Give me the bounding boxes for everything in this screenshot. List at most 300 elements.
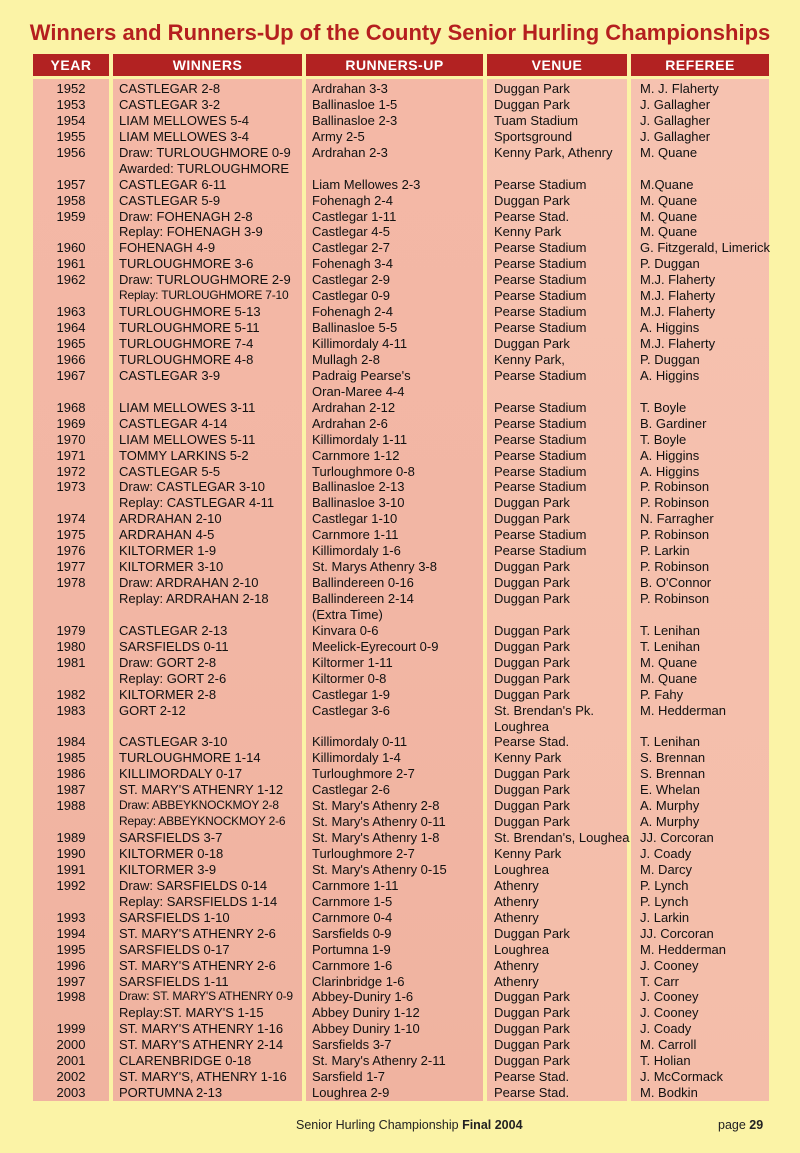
year-cell: 1984 <box>56 734 86 750</box>
runners-up-cell: Ballinasloe 2-13 <box>312 479 405 495</box>
winners-cell: KILLIMORDALY 0-17 <box>119 766 243 782</box>
referee-cell: P. Larkin <box>640 543 690 559</box>
footer-text <box>296 1118 523 1132</box>
runners-up-cell: St. Mary's Athenry 2-8 <box>312 798 440 814</box>
table-row <box>0 814 800 830</box>
year-cell: 2002 <box>56 1069 86 1085</box>
year-cell: 1968 <box>56 399 86 415</box>
year-cell: 1986 <box>56 766 86 782</box>
runners-up-cell: St. Mary's Athenry 1-8 <box>312 830 440 846</box>
venue-cell: Duggan Park <box>494 511 570 527</box>
runners-up-cell: (Extra Time) <box>312 606 383 622</box>
runners-up-cell: Turloughmore 2-7 <box>312 766 415 782</box>
runners-up-cell: Ballindereen 0-16 <box>312 575 414 591</box>
table-row <box>0 240 800 256</box>
winners-cell: CASTLEGAR 3-10 <box>119 734 228 750</box>
year-cell: 1962 <box>56 272 86 288</box>
referee-cell: M.J. Flaherty <box>640 304 716 320</box>
referee-cell: B. O'Connor <box>640 575 712 591</box>
year-cell: 1959 <box>56 208 86 224</box>
table-row <box>0 400 800 416</box>
winners-cell: ARDRAHAN 4-5 <box>119 527 215 543</box>
winners-cell: ST. MARY'S ATHENRY 2-6 <box>119 957 276 973</box>
table-row <box>0 336 800 352</box>
runners-up-cell: St. Mary's Athenry 0-15 <box>312 861 447 877</box>
footer-label: Senior Hurling Championship <box>296 1118 459 1132</box>
referee-cell: M. Quane <box>640 224 698 240</box>
winners-cell: TURLOUGHMORE 5-13 <box>119 304 261 320</box>
winners-cell: ST. MARY'S ATHENRY 2-14 <box>119 1037 284 1053</box>
header-year: YEAR <box>33 54 109 76</box>
runners-up-cell: Killimordaly 1-6 <box>312 543 401 559</box>
table-row <box>0 750 800 766</box>
referee-cell: P. Lynch <box>640 893 689 909</box>
year-cell: 1999 <box>56 1021 86 1037</box>
referee-cell: T. Lenihan <box>640 622 700 638</box>
winners-cell: CASTLEGAR 5-9 <box>119 192 221 208</box>
venue-cell: Kenny Park <box>494 846 562 861</box>
runners-up-cell: Abbey Duniry 1-12 <box>312 1005 420 1021</box>
year-cell: 1982 <box>56 686 86 702</box>
year-cell: 1988 <box>56 798 86 814</box>
winners-cell: TOMMY LARKINS 5-2 <box>119 447 249 463</box>
runners-up-cell: Ardrahan 2-6 <box>312 415 388 431</box>
year-cell: 1971 <box>56 447 86 463</box>
table-row <box>0 942 800 958</box>
table-row <box>0 145 800 161</box>
referee-cell: P. Robinson <box>640 559 710 575</box>
year-cell: 2000 <box>56 1037 86 1053</box>
venue-cell: Sportsground <box>494 128 573 144</box>
referee-cell: M.J. Flaherty <box>640 336 716 351</box>
venue-cell: Pearse Stadium <box>494 415 587 431</box>
referee-cell: N. Farragher <box>640 511 714 527</box>
runners-up-cell: Kinvara 0-6 <box>312 622 379 638</box>
runners-up-cell: St. Marys Athenry 3-8 <box>312 559 437 575</box>
year-cell: 1967 <box>56 367 86 383</box>
venue-cell: Tuam Stadium <box>494 112 579 128</box>
title-part-2: County Senior Hurling Championships <box>365 20 771 45</box>
table-row <box>0 687 800 703</box>
table-row <box>0 272 800 288</box>
runners-up-cell: Castlegar 0-9 <box>312 288 391 304</box>
table-row <box>0 1037 800 1053</box>
winners-cell: SARSFIELDS 0-11 <box>119 638 229 654</box>
winners-cell: CLARENBRIDGE 0-18 <box>119 1053 252 1069</box>
header-venue: VENUE <box>487 54 627 76</box>
table-row <box>0 591 800 607</box>
year-cell: 1976 <box>56 543 86 559</box>
table-row <box>0 81 800 97</box>
header-referee: REFEREE <box>631 54 769 76</box>
year-cell: 1975 <box>56 527 86 543</box>
venue-cell: Duggan Park <box>494 336 570 351</box>
referee-cell: J. Larkin <box>640 909 690 925</box>
runners-up-cell: Turloughmore 0-8 <box>312 463 415 479</box>
winners-cell: KILTORMER 1-9 <box>119 543 217 559</box>
referee-cell: P. Lynch <box>640 877 689 893</box>
venue-cell: Pearse Stad. <box>494 1069 570 1085</box>
year-cell: 1996 <box>56 957 86 973</box>
table-row <box>0 479 800 495</box>
table-row <box>0 416 800 432</box>
referee-cell: A. Higgins <box>640 367 700 383</box>
winners-cell: TURLOUGHMORE 4-8 <box>119 351 254 367</box>
referee-cell: J. Coady <box>640 1021 692 1037</box>
venue-cell: Pearse Stadium <box>494 176 587 192</box>
year-cell: 1957 <box>56 176 86 192</box>
runners-up-cell: Ballindereen 2-14 <box>312 591 414 606</box>
venue-cell: Duggan Park <box>494 925 570 941</box>
venue-cell: Loughrea <box>494 718 549 734</box>
table-row <box>0 703 800 719</box>
runners-up-cell: Meelick-Eyrecourt 0-9 <box>312 638 439 654</box>
referee-cell: M. Hedderman <box>640 941 726 957</box>
runners-up-cell: Clarinbridge 1-6 <box>312 973 405 989</box>
winners-cell: LIAM MELLOWES 3-4 <box>119 128 250 144</box>
year-cell: 1965 <box>56 336 86 351</box>
table-row <box>0 862 800 878</box>
table-row <box>0 495 800 511</box>
runners-up-cell: Oran-Maree 4-4 <box>312 383 405 399</box>
venue-cell: Pearse Stadium <box>494 399 587 415</box>
winners-cell: LIAM MELLOWES 3-11 <box>119 399 256 415</box>
winners-cell: TURLOUGHMORE 7-4 <box>119 336 254 351</box>
winners-cell: PORTUMNA 2-13 <box>119 1085 223 1101</box>
venue-cell: Athenry <box>494 877 539 893</box>
venue-cell: Duggan Park <box>494 1005 570 1021</box>
runners-up-cell: Turloughmore 2-7 <box>312 846 415 861</box>
year-cell: 1981 <box>56 654 86 670</box>
runners-up-cell: Carnmore 1-11 <box>312 877 399 893</box>
referee-cell: T. Boyle <box>640 399 687 415</box>
runners-up-cell: Castlegar 4-5 <box>312 224 391 240</box>
winners-cell: CASTLEGAR 2-8 <box>119 81 221 96</box>
winners-cell: Replay:ST. MARY'S 1-15 <box>119 1005 264 1021</box>
referee-cell: M. Quane <box>640 144 698 160</box>
winners-cell: CASTLEGAR 6-11 <box>119 176 227 192</box>
table-row <box>0 782 800 798</box>
table-row <box>0 607 800 623</box>
venue-cell: Pearse Stadium <box>494 527 587 543</box>
table-body <box>0 81 800 1101</box>
year-cell: 1972 <box>56 463 86 479</box>
year-cell: 1977 <box>56 559 86 575</box>
page-number-value: 29 <box>749 1118 764 1132</box>
table-row <box>0 129 800 145</box>
table-row <box>0 1005 800 1021</box>
winners-cell: SARSFIELDS 0-17 <box>119 941 230 957</box>
runners-up-cell: Killimordaly 1-4 <box>312 750 401 766</box>
table-row <box>0 623 800 639</box>
venue-cell: Athenry <box>494 973 539 989</box>
year-cell: 2001 <box>56 1053 86 1069</box>
runners-up-cell: Castlegar 3-6 <box>312 702 391 718</box>
runners-up-cell: Fohenagh 2-4 <box>312 304 393 320</box>
year-cell: 1964 <box>56 320 86 336</box>
referee-cell: M. Hedderman <box>640 702 726 718</box>
year-cell: 1954 <box>56 112 86 128</box>
year-cell: 1991 <box>56 861 86 877</box>
venue-cell: Duggan Park <box>494 766 570 782</box>
runners-up-cell: Ballinasloe 3-10 <box>312 495 405 511</box>
runners-up-cell: Carnmore 1-12 <box>312 447 400 463</box>
table-row <box>0 639 800 655</box>
winners-cell: Replay: FOHENAGH 3-9 <box>119 224 263 240</box>
venue-cell: Pearse Stad. <box>494 1085 570 1101</box>
table-row <box>0 432 800 448</box>
referee-cell: T. Holian <box>640 1053 691 1069</box>
winners-cell: GORT 2-12 <box>119 702 186 718</box>
table-row <box>0 177 800 193</box>
runners-up-cell: Carnmore 1-6 <box>312 957 393 973</box>
table-row <box>0 575 800 591</box>
table-row <box>0 320 800 336</box>
winners-cell: TURLOUGHMORE 1-14 <box>119 750 261 766</box>
title-part-1: Winners and Runners-Up of the <box>29 20 360 45</box>
year-cell: 1993 <box>56 909 86 925</box>
venue-cell: Duggan Park <box>494 559 570 575</box>
winners-cell: LIAM MELLOWES 5-11 <box>119 431 256 447</box>
year-cell: 1987 <box>56 782 86 798</box>
winners-cell: Draw: ARDRAHAN 2-10 <box>119 575 259 591</box>
winners-cell: Draw: GORT 2-8 <box>119 654 217 670</box>
table-row <box>0 559 800 575</box>
winners-cell: Replay: ARDRAHAN 2-18 <box>119 591 269 606</box>
runners-up-cell: Abbey-Duniry 1-6 <box>312 989 414 1005</box>
table-row <box>0 878 800 894</box>
runners-up-cell: Carnmore 1-11 <box>312 527 399 543</box>
venue-cell: Pearse Stadium <box>494 288 587 304</box>
referee-cell: B. Gardiner <box>640 415 707 431</box>
runners-up-cell: Castlegar 2-9 <box>312 272 391 288</box>
referee-cell: M. Quane <box>640 670 698 686</box>
referee-cell: J. Cooney <box>640 989 699 1005</box>
venue-cell: Loughrea <box>494 941 549 957</box>
runners-up-cell: Abbey Duniry 1-10 <box>312 1021 420 1037</box>
referee-cell: P. Robinson <box>640 591 710 606</box>
runners-up-cell: Ballinasloe 2-3 <box>312 112 398 128</box>
referee-cell: J. Coady <box>640 846 692 861</box>
referee-cell: JJ. Corcoran <box>640 830 714 846</box>
year-cell: 1995 <box>56 941 86 957</box>
referee-cell: P. Robinson <box>640 479 710 495</box>
venue-cell: Duggan Park <box>494 96 570 112</box>
winners-cell: Replay: CASTLEGAR 4-11 <box>119 495 275 511</box>
winners-cell: SARSFIELDS 1-10 <box>119 909 230 925</box>
referee-cell: A. Murphy <box>640 798 700 814</box>
runners-up-cell: Castlegar 1-11 <box>312 208 397 224</box>
winners-cell: TURLOUGHMORE 5-11 <box>119 320 260 336</box>
referee-cell: M. Quane <box>640 192 698 208</box>
venue-cell: Duggan Park <box>494 575 570 591</box>
referee-cell: M. Carroll <box>640 1037 697 1053</box>
table-row <box>0 1069 800 1085</box>
table-row <box>0 989 800 1005</box>
winners-cell: Draw: SARSFIELDS 0-14 <box>119 877 268 893</box>
venue-cell: Duggan Park <box>494 638 570 654</box>
venue-cell: Duggan Park <box>494 989 570 1005</box>
runners-up-cell: Mullagh 2-8 <box>312 351 380 367</box>
winners-cell: ST. MARY'S ATHENRY 1-16 <box>119 1021 284 1037</box>
table-row <box>0 671 800 687</box>
table-row <box>0 193 800 209</box>
table-row <box>0 352 800 368</box>
runners-up-cell: Carnmore 0-4 <box>312 909 393 925</box>
referee-cell: T. Lenihan <box>640 734 700 750</box>
venue-cell: Loughrea <box>494 861 549 877</box>
table-row <box>0 304 800 320</box>
table-row <box>0 448 800 464</box>
table-row <box>0 209 800 225</box>
year-cell: 1992 <box>56 877 86 893</box>
runners-up-cell: Killimordaly 1-11 <box>312 431 408 447</box>
venue-cell: Pearse Stad. <box>494 208 570 224</box>
venue-cell: St. Brendan's Pk. <box>494 702 595 718</box>
table-row <box>0 830 800 846</box>
referee-cell: J. Gallagher <box>640 128 711 144</box>
venue-cell: Duggan Park <box>494 591 570 606</box>
referee-cell: T. Lenihan <box>640 638 700 654</box>
runners-up-cell: Ardrahan 2-3 <box>312 144 388 160</box>
winners-cell: FOHENAGH 4-9 <box>119 240 216 256</box>
winners-cell: Draw: TURLOUGHMORE 2-9 <box>119 272 291 288</box>
winners-cell: Repay: ABBEYKNOCKMOY 2-6 <box>119 814 286 829</box>
venue-cell: Duggan Park <box>494 1053 570 1069</box>
venue-cell: Pearse Stadium <box>494 463 587 479</box>
runners-up-cell: Castlegar 2-6 <box>312 782 391 798</box>
year-cell: 1974 <box>56 511 86 527</box>
runners-up-cell: Castlegar 2-7 <box>312 240 391 256</box>
table-row <box>0 974 800 990</box>
referee-cell: P. Duggan <box>640 351 700 367</box>
page-label: page <box>718 1118 746 1132</box>
venue-cell: Kenny Park, <box>494 351 565 367</box>
venue-cell: Pearse Stadium <box>494 447 587 463</box>
referee-cell: M. Quane <box>640 654 698 670</box>
venue-cell: Athenry <box>494 957 539 973</box>
table-row <box>0 1021 800 1037</box>
table-row <box>0 113 800 129</box>
winners-cell: Replay: GORT 2-6 <box>119 670 227 686</box>
referee-cell: S. Brennan <box>640 750 706 766</box>
winners-cell: KILTORMER 3-10 <box>119 559 224 575</box>
runners-up-cell: Sarsfields 0-9 <box>312 925 392 941</box>
venue-cell: Pearse Stad. <box>494 734 570 750</box>
year-cell: 1997 <box>56 973 86 989</box>
referee-cell: A. Higgins <box>640 447 700 463</box>
table-row <box>0 224 800 240</box>
runners-up-cell: Ardrahan 2-12 <box>312 399 396 415</box>
table-row <box>0 1053 800 1069</box>
year-cell: 1990 <box>56 846 86 861</box>
venue-cell: Pearse Stadium <box>494 367 587 383</box>
runners-up-cell: Loughrea 2-9 <box>312 1085 390 1101</box>
referee-cell: P. Duggan <box>640 256 700 272</box>
winners-cell: SARSFIELDS 1-11 <box>119 973 229 989</box>
runners-up-cell: Killimordaly 4-11 <box>312 336 408 351</box>
venue-cell: Duggan Park <box>494 81 570 96</box>
winners-cell: TURLOUGHMORE 3-6 <box>119 256 254 272</box>
year-cell: 1952 <box>56 81 86 96</box>
runners-up-cell: Carnmore 1-5 <box>312 893 393 909</box>
runners-up-cell: Killimordaly 0-11 <box>312 734 408 750</box>
year-cell: 1998 <box>56 989 86 1005</box>
table-row <box>0 161 800 177</box>
venue-cell: Duggan Park <box>494 654 570 670</box>
winners-cell: ARDRAHAN 2-10 <box>119 511 222 527</box>
referee-cell: A. Murphy <box>640 814 700 830</box>
venue-cell: Duggan Park <box>494 670 570 686</box>
runners-up-cell: Fohenagh 2-4 <box>312 192 393 208</box>
year-cell: 2003 <box>56 1085 86 1101</box>
referee-cell: M. Darcy <box>640 861 692 877</box>
table-row <box>0 511 800 527</box>
referee-cell: M. Quane <box>640 208 698 224</box>
winners-cell: ST. MARY'S ATHENRY 1-12 <box>119 782 284 798</box>
venue-cell: Duggan Park <box>494 495 570 511</box>
runners-up-cell: Ballinasloe 1-5 <box>312 96 398 112</box>
winners-cell: Awarded: TURLOUGHMORE <box>119 160 290 176</box>
year-cell: 1956 <box>56 144 86 160</box>
year-cell: 1979 <box>56 622 86 638</box>
referee-cell: M. Bodkin <box>640 1085 698 1101</box>
table-row <box>0 910 800 926</box>
runners-up-cell: Sarsfield 1-7 <box>312 1069 385 1085</box>
referee-cell: T. Boyle <box>640 431 687 447</box>
winners-cell: Draw: ST. MARY'S ATHENRY 0-9 <box>119 989 293 1004</box>
table-row <box>0 894 800 910</box>
year-cell: 1958 <box>56 192 86 208</box>
runners-up-cell: Kiltormer 0-8 <box>312 670 387 686</box>
winners-cell: KILTORMER 2-8 <box>119 686 217 702</box>
footer-label-bold: Final 2004 <box>462 1118 523 1132</box>
venue-cell: Duggan Park <box>494 814 570 830</box>
venue-cell: St. Brendan's, Loughea <box>494 830 630 846</box>
table-row <box>0 527 800 543</box>
year-cell: 1969 <box>56 415 86 431</box>
runners-up-cell: Padraig Pearse's <box>312 367 411 383</box>
winners-cell: ST. MARY'S, ATHENRY 1-16 <box>119 1069 287 1085</box>
venue-cell: Pearse Stadium <box>494 431 587 447</box>
venue-cell: Pearse Stadium <box>494 256 587 272</box>
referee-cell: P. Robinson <box>640 527 710 543</box>
referee-cell: T. Carr <box>640 973 679 989</box>
winners-cell: Draw: TURLOUGHMORE 0-9 <box>119 144 291 160</box>
table-row <box>0 368 800 384</box>
year-cell: 1978 <box>56 575 86 591</box>
venue-cell: Duggan Park <box>494 192 570 208</box>
winners-cell: SARSFIELDS 3-7 <box>119 830 223 846</box>
table-row <box>0 288 800 304</box>
table-row <box>0 798 800 814</box>
year-cell: 1989 <box>56 830 86 846</box>
year-cell: 1963 <box>56 304 86 320</box>
referee-cell: M.Quane <box>640 176 694 192</box>
table-row <box>0 719 800 735</box>
runners-up-cell: Army 2-5 <box>312 128 365 144</box>
runners-up-cell: Castlegar 1-10 <box>312 511 398 527</box>
runners-up-cell: Portumna 1-9 <box>312 941 391 957</box>
referee-cell: J. Cooney <box>640 1005 699 1021</box>
venue-cell: Kenny Park <box>494 224 562 240</box>
referee-cell: A. Higgins <box>640 320 700 336</box>
winners-cell: KILTORMER 3-9 <box>119 861 217 877</box>
venue-cell: Kenny Park <box>494 750 562 766</box>
venue-cell: Athenry <box>494 893 539 909</box>
referee-cell: P. Robinson <box>640 495 710 511</box>
winners-cell: LIAM MELLOWES 5-4 <box>119 112 250 128</box>
